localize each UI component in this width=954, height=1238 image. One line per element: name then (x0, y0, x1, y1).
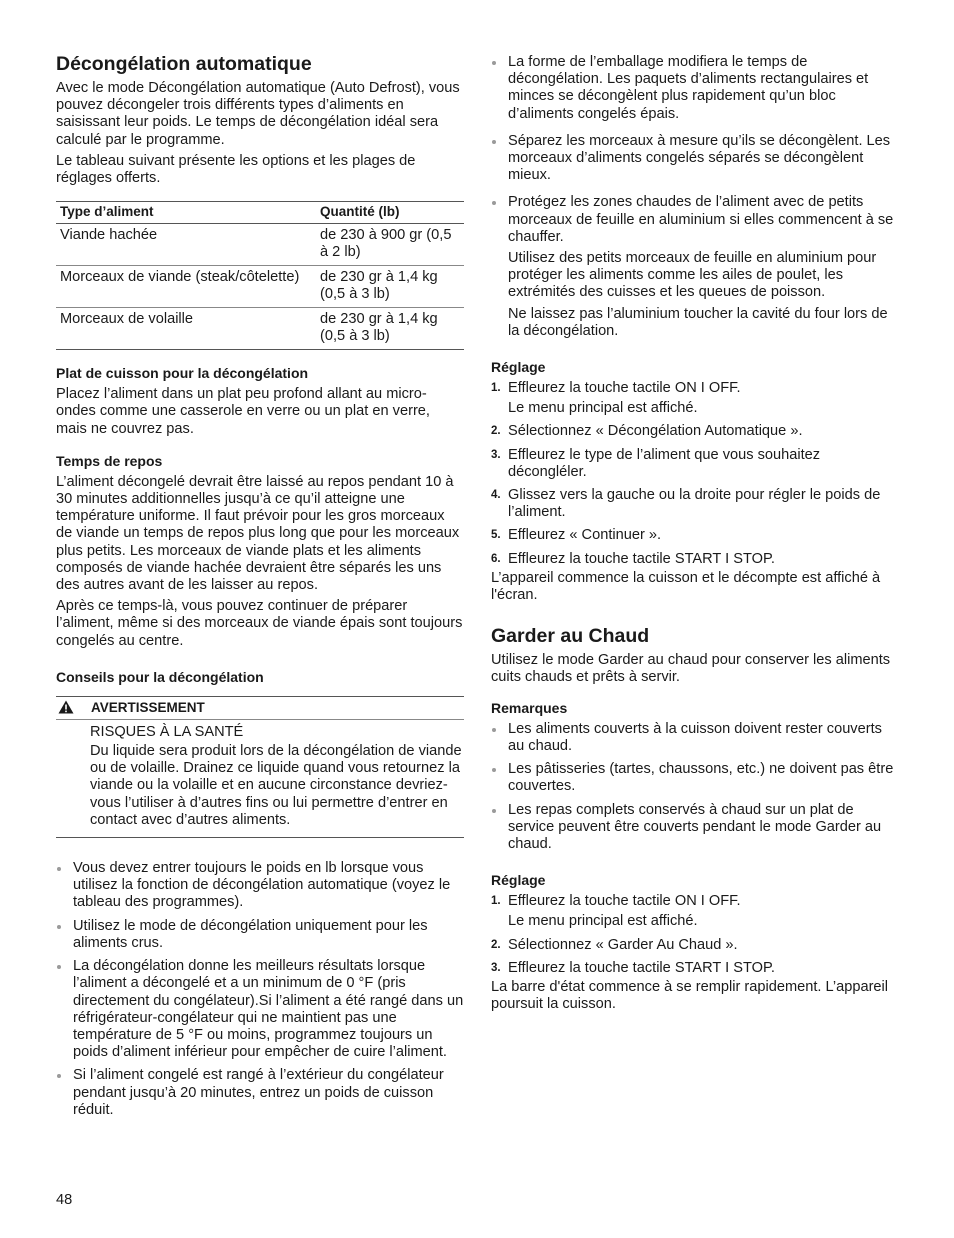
step-number: 1. (491, 382, 501, 395)
defrost-table (56, 201, 464, 350)
list-item (56, 860, 464, 912)
plat-heading: Plat de cuisson pour la décongélation (56, 365, 309, 382)
bullet-icon (492, 61, 496, 65)
list-item-text: La forme de l’emballage modifiera le temps de décongélation. Les paquets d’aliments rectangulaires et minces se décongèlent plus rapidement qu’un bloc d’aliments congelés épais. (508, 54, 869, 122)
repos-paragraph: L’aliment décongelé devrait être laissé au repos pendant 10 à 30 minutes additionnelles jusqu’à ce qu’il atteigne une température uniforme. Il faut prévoir pour les gros morceaux de viande un temps de repos plus long que pour les morceaux plus petits. Les morceaux de viande plats et les aliments composés de viande hachée devraient être séparés les uns des autres avant de les laisser au repos. (56, 473, 460, 594)
garder-intro: Utilisez le mode Garder au chaud pour conserver les aliments cuits chauds et prêts à servir. (491, 652, 891, 686)
list-item-text: Si l’aliment congelé est rangé à l’extérieur du congélateur pendant jusqu’à 20 minutes, entrez un poids de cuisson réduit. (73, 1067, 444, 1118)
table-row (56, 224, 464, 266)
warning-triangle-icon (58, 700, 74, 714)
step-text: Effleurez la touche tactile ON I OFF. (508, 380, 741, 397)
repos-paragraph-2: Après ce temps-là, vous pouvez continuer de préparer l’aliment, même si des morceaux de viande épais sont toujours congelés au centre. (56, 598, 463, 649)
bullet-icon (57, 1074, 61, 1078)
list-item (491, 551, 899, 568)
page-number: 48 (56, 1192, 73, 1208)
reglage2-steps (491, 893, 899, 977)
list-item (56, 958, 464, 1061)
step-text: Effleurez la touche tactile ON I OFF. (508, 893, 741, 910)
list-item (491, 761, 899, 795)
step-text: Effleurez « Continuer ». (508, 527, 662, 544)
list-item-text: Séparez les morceaux à mesure qu’ils se décongèlent. Les morceaux d’aliments congelés séparés se décongèlent mieux. (508, 132, 891, 184)
table-header-row (56, 202, 464, 224)
warning-text: Du liquide sera produit lors de la décongélation de viande ou de volaille. Drainez ce liquide quand vous retournez la viande ou la volaille et en aucune circonstance devriez-vous l’utiliser à d’autres fins ou lui permettre d’entrer en contact avec d’autres aliments. (90, 743, 462, 828)
step-text: Effleurez la touche tactile START I STOP. (508, 959, 775, 976)
step-text: Effleurez la touche tactile START I STOP. (508, 550, 775, 567)
remarques-heading: Remarques (491, 699, 568, 716)
list-item (491, 721, 899, 755)
table-cell-type: Viande hachée (56, 224, 316, 266)
defrost-tips-list (56, 860, 464, 1119)
list-item-text: Utilisez le mode de décongélation uniquement pour les aliments crus. (73, 917, 428, 951)
list-item (491, 960, 899, 977)
bullet-icon (57, 867, 61, 871)
plat-paragraph: Placez l’aliment dans un plat peu profond allant au micro-ondes comme une casserole en verre ou un plat en verre, mais ne couvrez pas. (56, 386, 430, 437)
step-number: 3. (491, 448, 501, 461)
section-title-garder: Garder au Chaud (491, 625, 650, 648)
step-text: Sélectionnez « Garder Au Chaud ». (508, 936, 738, 953)
section-title-decongelation: Décongélation automatique (56, 53, 312, 75)
bullet-icon (492, 768, 496, 772)
reglage2-result: La barre d'état commence à se remplir rapidement. L’appareil poursuit la cuisson. (491, 978, 889, 1013)
step-number: 2. (491, 938, 501, 951)
table-header-quantity: Quantité (lb) (316, 202, 464, 224)
list-item (491, 447, 899, 481)
bullet-icon (492, 201, 496, 205)
reglage-steps (491, 380, 899, 568)
step-number: 1. (491, 895, 501, 908)
list-item (491, 527, 899, 544)
table-cell-quantity: de 230 à 900 gr (0,5 à 2 lb) (316, 224, 464, 266)
step-number: 5. (491, 529, 501, 542)
intro-paragraph: Avec le mode Décongélation automatique (Auto Defrost), vous pouvez décongeler trois différents types d’aliments en saisissant leur poids. Le temps de décongélation idéal sera calculé par le programme. (56, 80, 460, 148)
warning-title: AVERTISSEMENT (91, 699, 205, 715)
bullet-icon (492, 728, 496, 732)
bullet-icon (492, 140, 496, 144)
list-item (491, 802, 899, 854)
table-cell-quantity: de 230 gr à 1,4 kg (0,5 à 3 lb) (316, 266, 464, 308)
intro-paragraph-2: Le tableau suivant présente les options et les plages de réglages offerts. (56, 152, 416, 187)
list-item-text: Les pâtisseries (tartes, chaussons, etc.) ne doivent pas être couvertes. (508, 761, 894, 795)
conseils-heading: Conseils pour la décongélation (56, 668, 264, 685)
bullet-extra-paragraph-2: Ne laissez pas l’aluminium toucher la cavité du four lors de la décongélation. (508, 305, 888, 339)
repos-heading: Temps de repos (56, 452, 163, 469)
step-number: 4. (491, 489, 501, 502)
step-number: 6. (491, 552, 501, 565)
step-result: Le menu principal est affiché. (508, 400, 698, 417)
list-item-text: La décongélation donne les meilleurs résultats lorsque l’aliment a décongelé et a un minimum de 0 °F (pris directement du congélateur).Si l’aliment a été rangé dans un réfrigérateur-congélateur qui ne maintient pas une température de 5 °F ou moins, programmez toujours un poids d’aliment inférieur pour empêcher de cuire l’aliment. (73, 958, 464, 1061)
warning-box (56, 696, 464, 838)
remarques-list (491, 721, 899, 853)
right-column (491, 54, 899, 1017)
step-number: 2. (491, 425, 501, 438)
step-result: Le menu principal est affiché. (508, 913, 698, 930)
list-item-text: Les aliments couverts à la cuisson doivent rester couverts au chaud. (508, 720, 882, 754)
reglage-result: L’appareil commence la cuisson et le décompte est affiché à l'écran. (491, 569, 881, 604)
list-item (491, 54, 899, 123)
warning-body (56, 720, 464, 829)
step-number: 3. (491, 961, 501, 974)
list-item (491, 937, 899, 954)
list-item-text: Les repas complets conservés à chaud sur un plat de service peuvent être couverts pendant le mode Garder au chaud. (508, 801, 882, 852)
list-item (56, 1067, 464, 1119)
list-item (491, 893, 899, 930)
list-item-text: Protégez les zones chaudes de l’aliment avec de petits morceaux de feuille en aluminium si elles commencent à se chauffer. (508, 194, 894, 245)
table-row (56, 266, 464, 308)
step-text: Glissez vers la gauche ou la droite pour régler le poids de l’aliment. (508, 487, 881, 521)
list-item (491, 133, 899, 185)
defrost-tips-list-continued (491, 54, 899, 246)
bullet-icon (492, 809, 496, 813)
warning-subtitle: RISQUES À LA SANTÉ (90, 723, 244, 740)
bullet-extra-paragraph: Utilisez des petits morceaux de feuille en aluminium pour protéger les aliments comme les ailes de poulet, les extrémités des cuisses et les queues de poisson. (508, 250, 877, 301)
reglage-heading: Réglage (491, 359, 546, 376)
bullet-icon (57, 925, 61, 929)
bullet-icon (57, 965, 61, 969)
list-item (491, 194, 899, 246)
list-item (491, 487, 899, 521)
table-cell-quantity: de 230 gr à 1,4 kg (0,5 à 3 lb) (316, 308, 464, 350)
table-header-type: Type d’aliment (56, 202, 316, 224)
list-item-text: Vous devez entrer toujours le poids en lb lorsque vous utilisez la fonction de décongélation automatique (voyez le tableau des programmes). (73, 860, 451, 911)
list-item (491, 423, 899, 440)
table-cell-type: Morceaux de viande (steak/côtelette) (56, 266, 316, 308)
left-column (56, 48, 464, 1125)
reglage2-heading: Réglage (491, 872, 546, 889)
list-item (56, 918, 464, 952)
table-cell-type: Morceaux de volaille (56, 308, 316, 350)
list-item (491, 380, 899, 417)
table-row (56, 308, 464, 350)
step-text: Effleurez le type de l’aliment que vous souhaitez décongléler. (508, 446, 821, 480)
warning-header (56, 697, 464, 720)
step-text: Sélectionnez « Décongélation Automatique ». (508, 423, 803, 440)
